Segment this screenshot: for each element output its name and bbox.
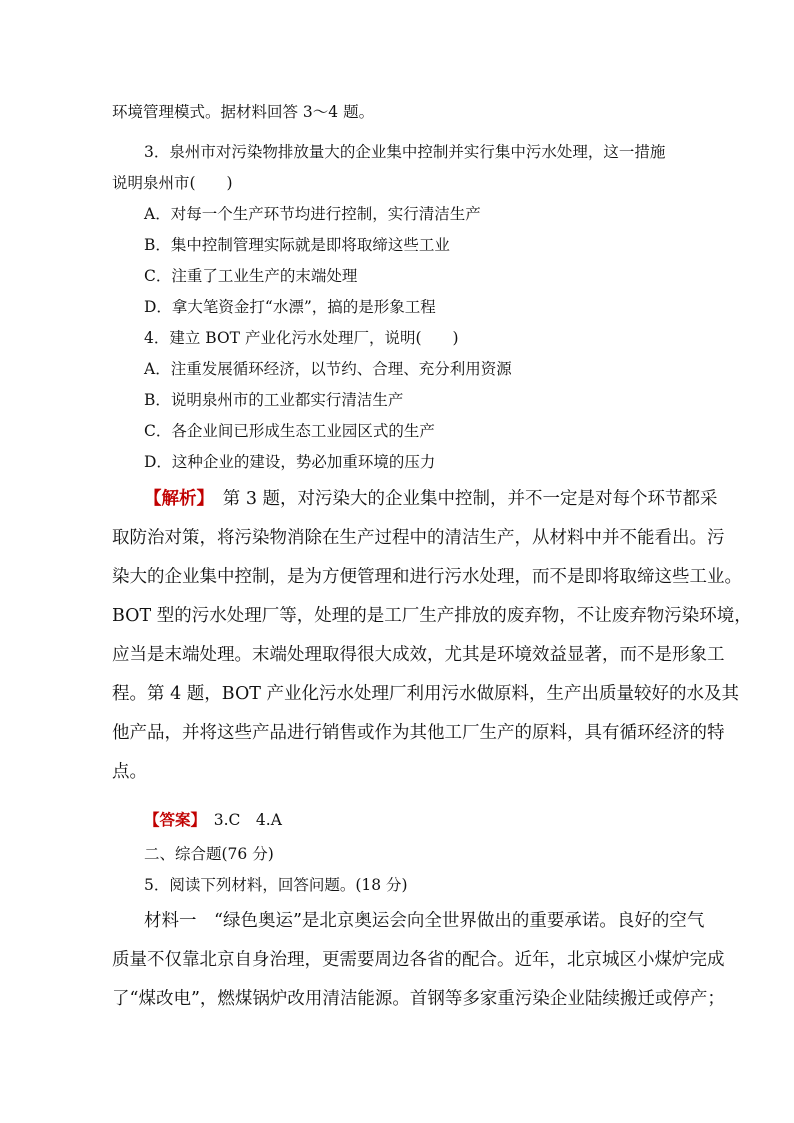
question-3-stem-line1: 3．泉州市对污染物排放量大的企业集中控制并实行集中污水处理，这一措施 xyxy=(144,143,666,161)
answer-text: 3.C 4.A xyxy=(198,811,282,829)
q3-option-d: D．拿大笔资金打“水漂”，搞的是形象工程 xyxy=(144,298,436,316)
q4-option-a: A．注重发展循环经济，以节约、合理、充分利用资源 xyxy=(144,360,512,378)
analysis-line: 他产品，并将这些产品进行销售或作为其他工厂生产的原料，具有循环经济的特 xyxy=(112,723,725,743)
q4-option-c: C．各企业间已形成生态工业园区式的生产 xyxy=(144,422,435,440)
intro-tail: 环境管理模式。据材料回答 3～4 题。 xyxy=(112,103,375,121)
analysis-line: 第 3 题，对污染大的企业集中控制，并不一定是对每个环节都采 xyxy=(205,489,718,509)
q4-option-b: B．说明泉州市的工业都实行清洁生产 xyxy=(144,391,404,409)
answer-line xyxy=(144,808,282,830)
material-1-line: 材料一 “绿色奥运”是北京奥运会向全世界做出的重要承诺。良好的空气 xyxy=(144,911,705,931)
question-4-stem: 4．建立 BOT 产业化污水处理厂，说明( ) xyxy=(144,329,459,347)
analysis-line: 取防治对策，将污染物消除在生产过程中的清洁生产，从材料中并不能看出。污 xyxy=(112,528,725,548)
analysis-tag: 【解析】 xyxy=(144,489,206,509)
analysis-line: BOT 型的污水处理厂等，处理的是工厂生产排放的废弃物，不让废弃物污染环境， xyxy=(112,606,752,626)
question-3-stem-line2: 说明泉州市( ) xyxy=(112,174,233,192)
q4-option-d: D．这种企业的建设，势必加重环境的压力 xyxy=(144,453,436,471)
material-1-line: 质量不仅靠北京自身治理，更需要周边各省的配合。近年，北京城区小煤炉完成 xyxy=(112,950,725,970)
q3-option-a: A．对每一个生产环节均进行控制，实行清洁生产 xyxy=(144,205,481,223)
analysis-line: 程。第 4 题，BOT 产业化污水处理厂利用污水做原料，生产出质量较好的水及其 xyxy=(112,684,740,704)
material-1-line: 了“煤改电”，燃煤锅炉改用清洁能源。首钢等多家重污染企业陆续搬迁或停产； xyxy=(112,989,725,1009)
q3-option-b: B．集中控制管理实际就是即将取缔这些工业 xyxy=(144,236,450,254)
analysis-first-line xyxy=(144,485,718,510)
analysis-line: 应当是末端处理。末端处理取得很大成效，尤其是环境效益显著，而不是形象工 xyxy=(112,645,725,665)
section-2-heading: 二、综合题(76 分) xyxy=(144,845,274,863)
q3-option-c: C．注重了工业生产的末端处理 xyxy=(144,267,358,285)
analysis-line: 染大的企业集中控制，是为方便管理和进行污水处理，而不是即将取缔这些工业。 xyxy=(112,567,742,587)
answer-tag: 【答案】 xyxy=(144,810,199,829)
question-5-stem: 5．阅读下列材料，回答问题。(18 分) xyxy=(144,876,408,894)
analysis-line: 点。 xyxy=(112,762,147,782)
